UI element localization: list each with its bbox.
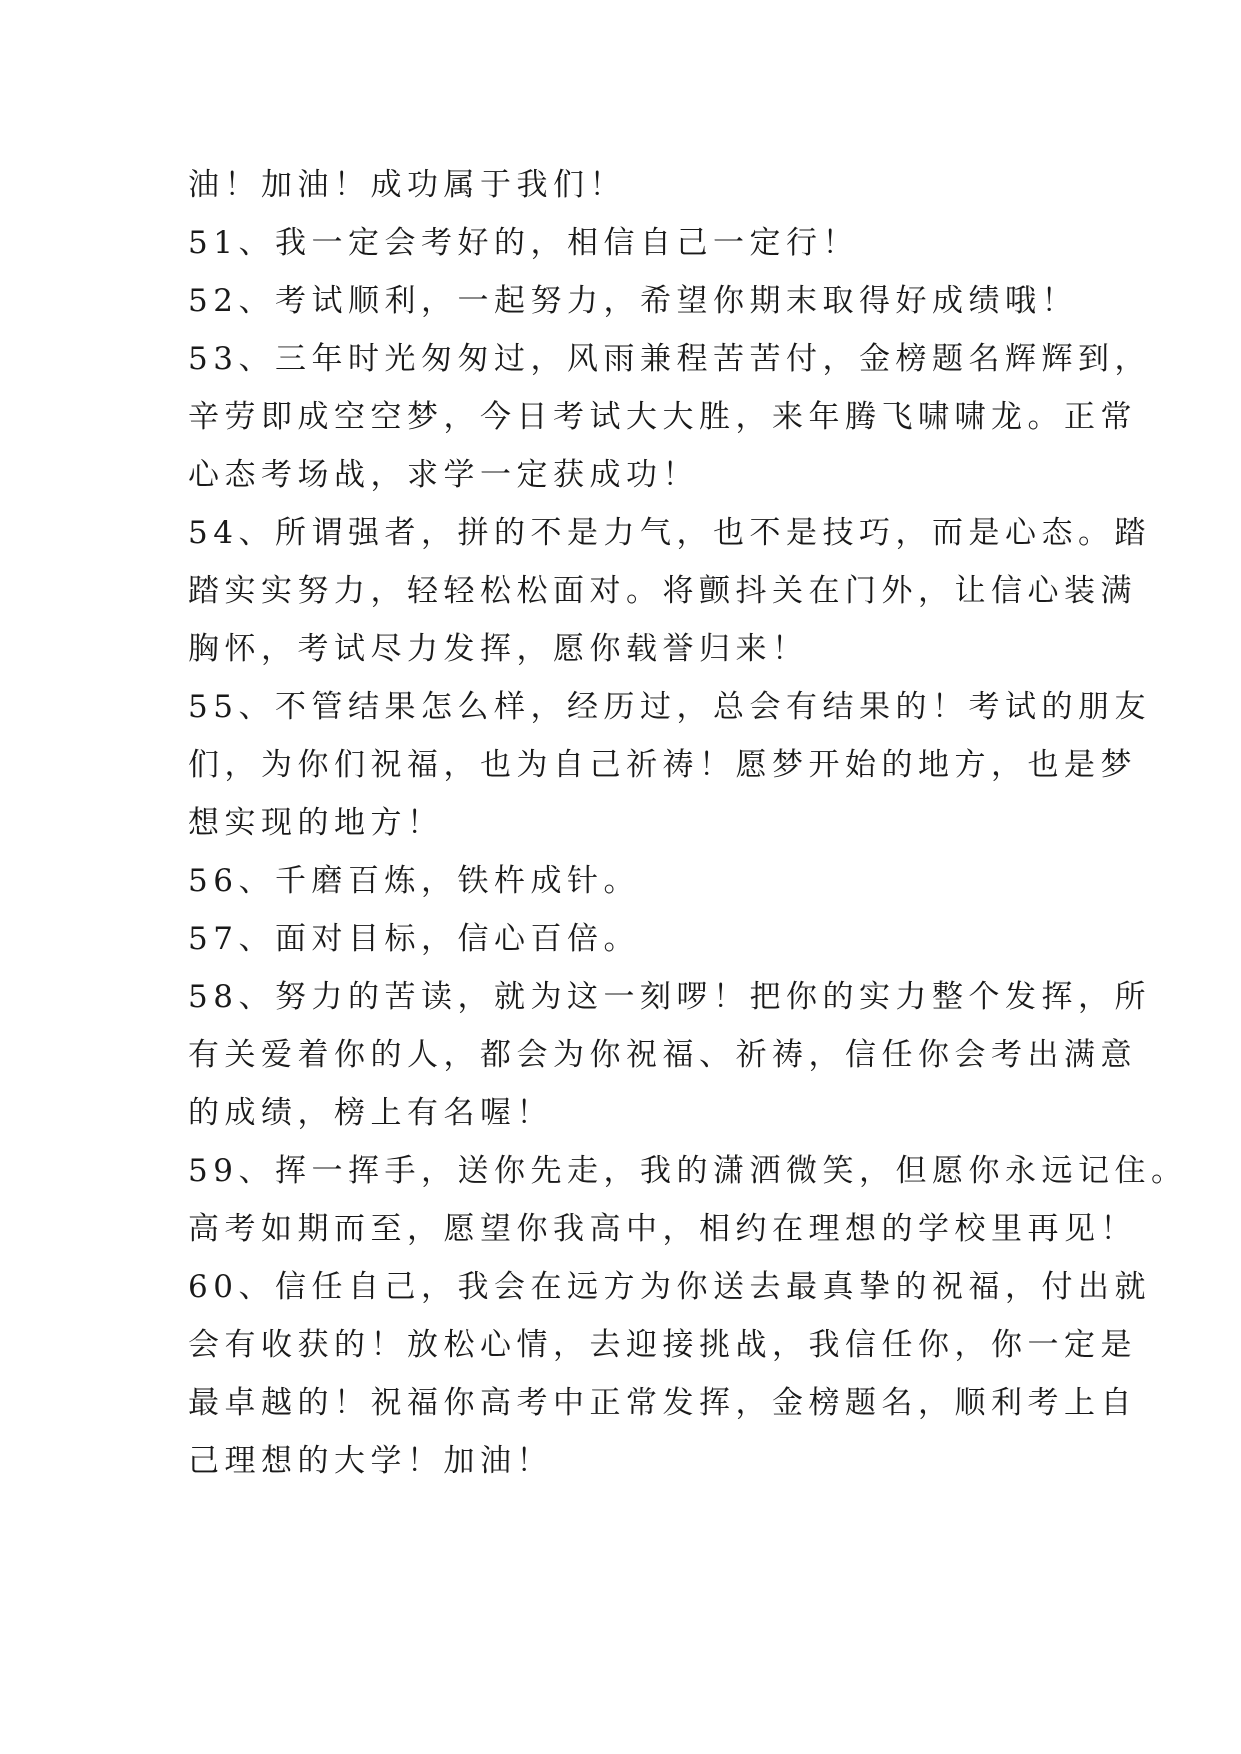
text-line: 有关爱着你的人，都会为你祝福、祈祷，信任你会考出满意	[188, 1037, 1137, 1073]
text-line: 己理想的大学！加油！	[188, 1443, 553, 1479]
text-line: 辛劳即成空空梦，今日考试大大胜，来年腾飞啸啸龙。正常	[188, 399, 1137, 435]
text-line: 胸怀，考试尽力发挥，愿你载誉归来！	[188, 631, 809, 667]
text-line: 55、不管结果怎么样，经历过，总会有结果的！考试的朋友	[188, 689, 1151, 725]
text-line: 会有收获的！放松心情，去迎接挑战，我信任你，你一定是	[188, 1327, 1137, 1363]
text-line: 57、面对目标，信心百倍。	[188, 921, 640, 957]
text-line: 52、考试顺利，一起努力，希望你期末取得好成绩哦！	[188, 283, 1078, 319]
text-line: 的成绩，榜上有名喔！	[188, 1095, 553, 1131]
text-line: 58、努力的苦读，就为这一刻啰！把你的实力整个发挥，所	[188, 979, 1151, 1015]
text-line: 最卓越的！祝福你高考中正常发挥，金榜题名，顺利考上自	[188, 1385, 1137, 1421]
text-line: 51、我一定会考好的，相信自己一定行！	[188, 225, 859, 261]
text-line: 56、千磨百炼，铁杵成针。	[188, 863, 640, 899]
text-line: 踏实实努力，轻轻松松面对。将颤抖关在门外，让信心装满	[188, 573, 1137, 609]
document-body	[188, 156, 1188, 1490]
text-line: 53、三年时光匆匆过，风雨兼程苦苦付，金榜题名辉辉到，	[188, 341, 1151, 377]
text-line: 想实现的地方！	[188, 805, 444, 841]
text-line: 高考如期而至，愿望你我高中，相约在理想的学校里再见！	[188, 1211, 1137, 1247]
text-line: 们，为你们祝福，也为自己祈祷！愿梦开始的地方，也是梦	[188, 747, 1137, 783]
text-line: 心态考场战，求学一定获成功！	[188, 457, 699, 493]
text-line: 60、信任自己，我会在远方为你送去最真挚的祝福，付出就	[188, 1269, 1151, 1305]
text-line: 油！加油！成功属于我们！	[188, 167, 626, 203]
text-line: 59、挥一挥手，送你先走，我的潇洒微笑，但愿你永远记住。	[188, 1153, 1188, 1189]
text-line: 54、所谓强者，拼的不是力气，也不是技巧，而是心态。踏	[188, 515, 1151, 551]
